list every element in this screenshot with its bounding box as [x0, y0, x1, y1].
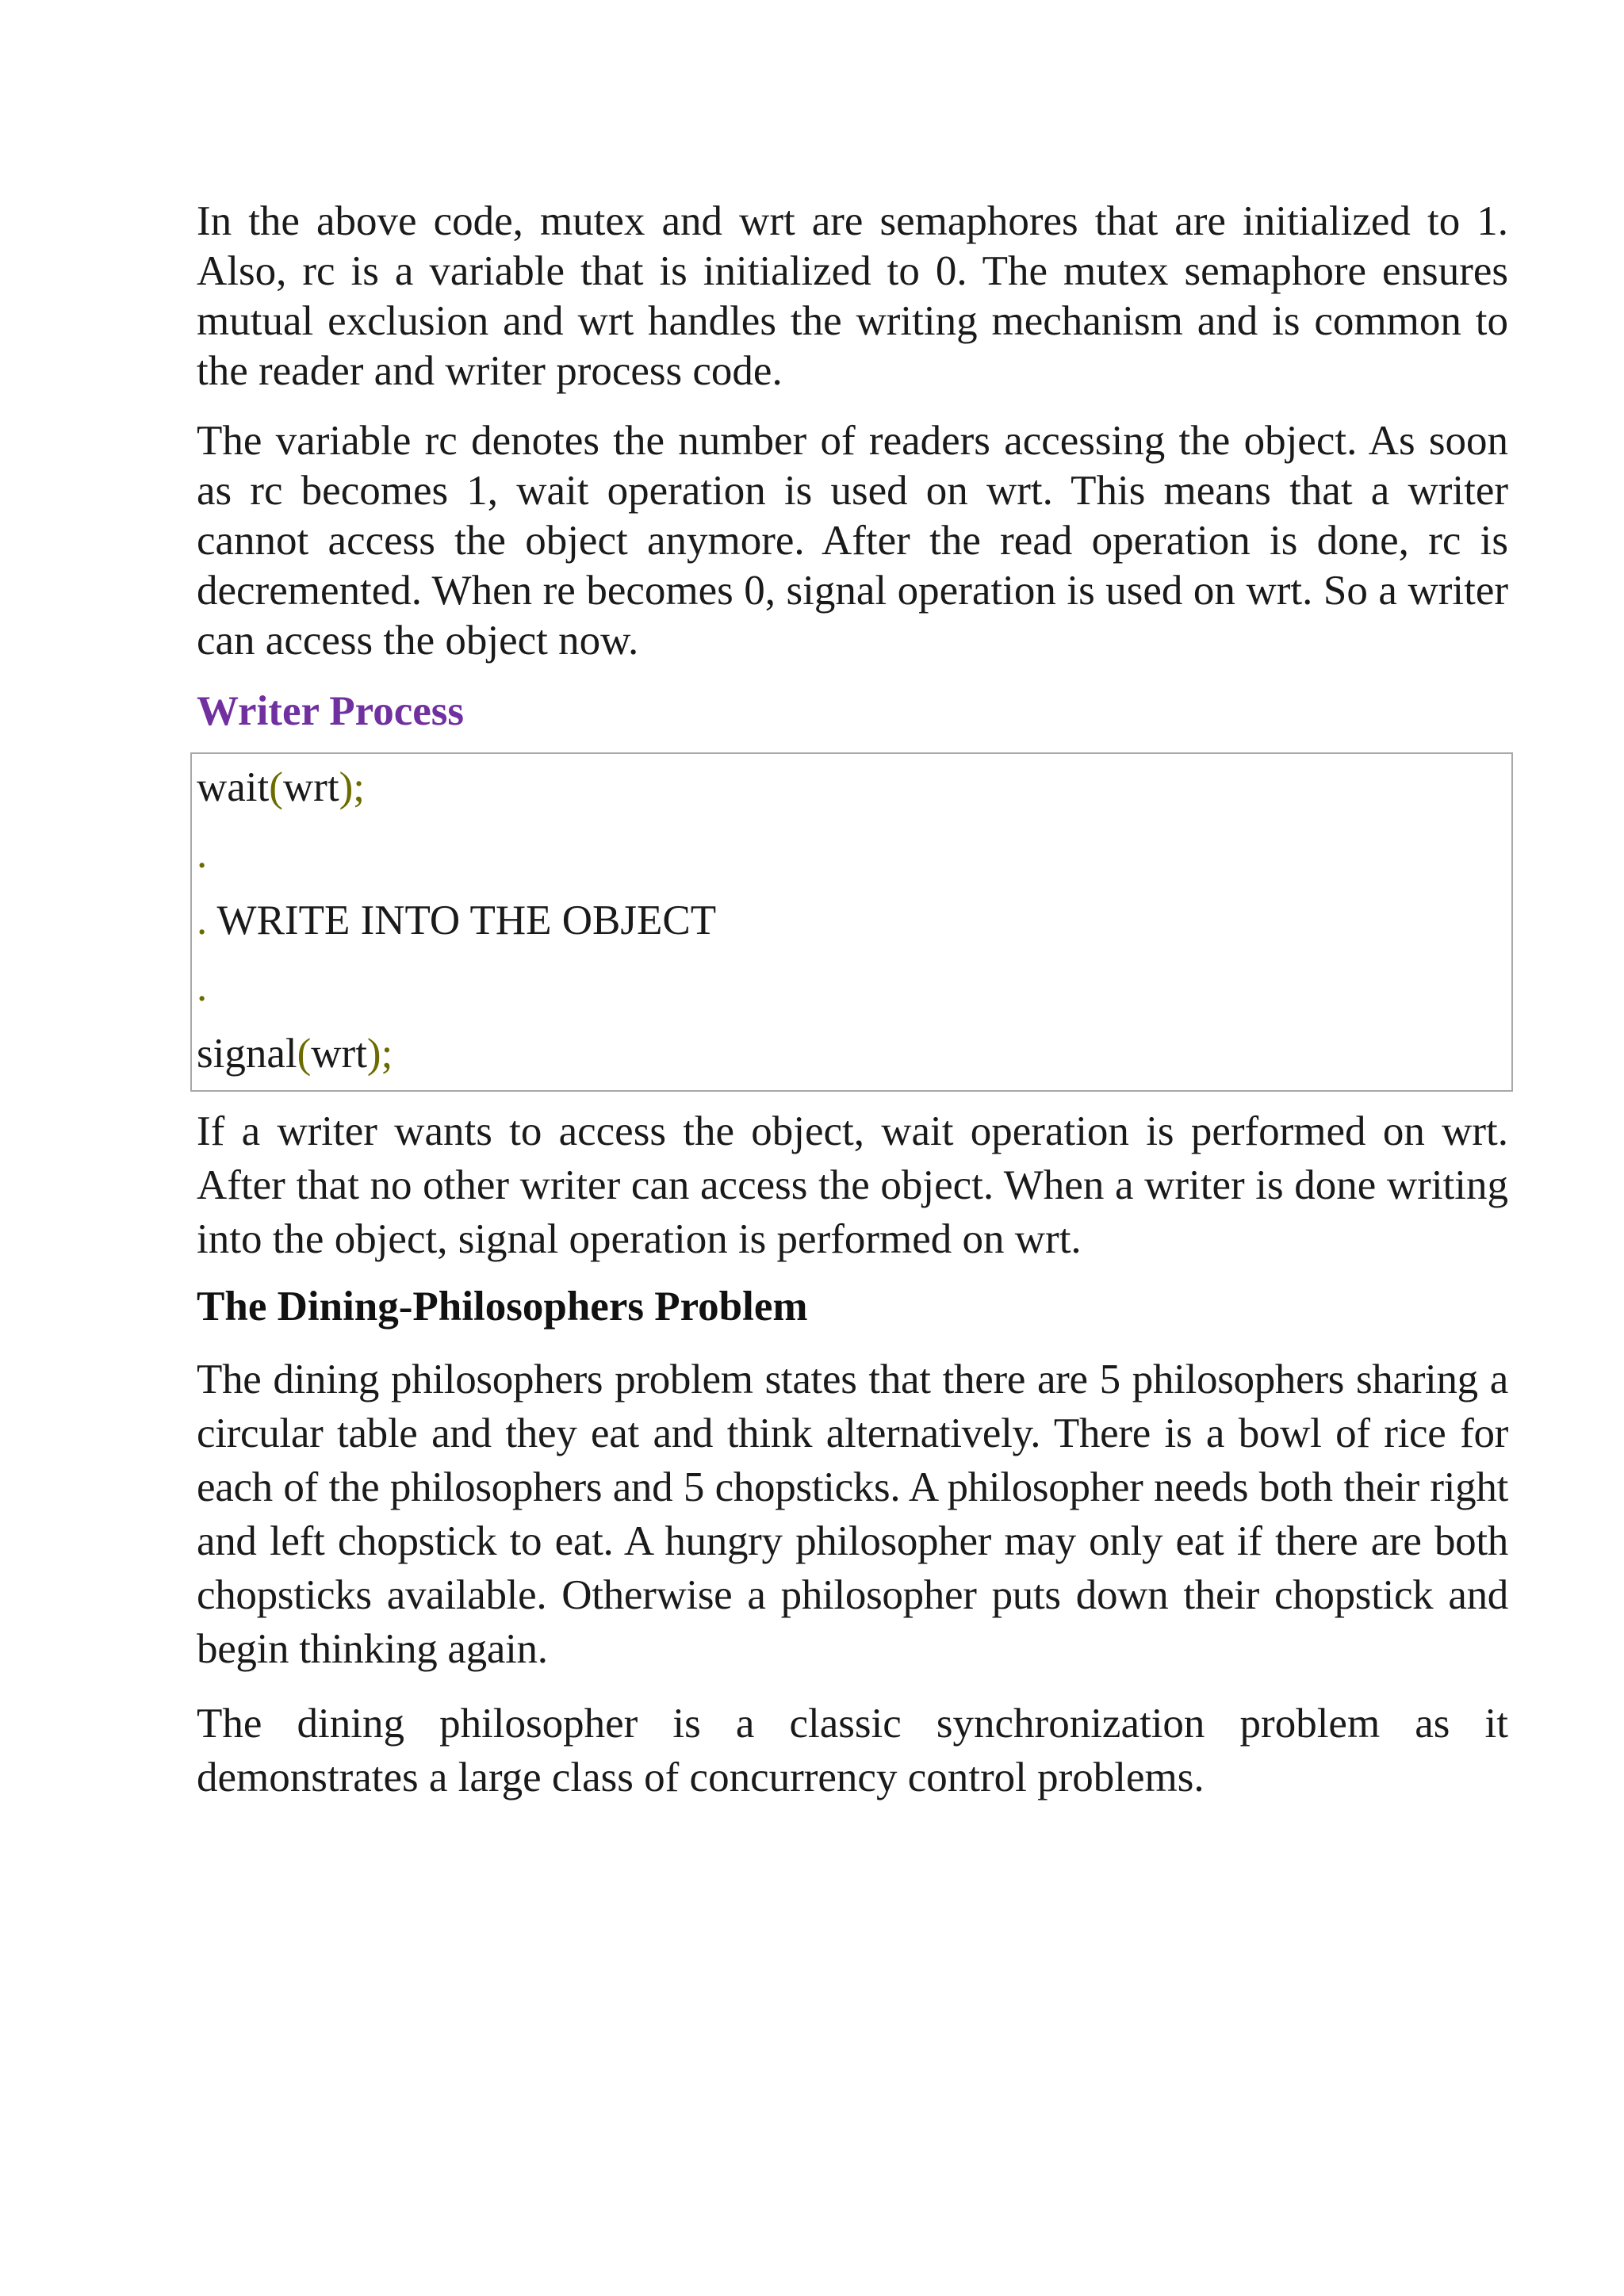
code-write-comment: WRITE INTO THE OBJECT [207, 897, 717, 943]
code-fn-signal: signal [197, 1031, 297, 1077]
code-dot: . [197, 831, 208, 877]
paragraph-dining-description: The dining philosophers problem states that there are 5 philosophers sharing a circular table and they eat and think alternatively. There is a bowl of rice for each of the philosophers and 5 chopsticks. A philosopher needs both their right and left chopstick to eat. A hungry philosopher may only eat if there are both chopsticks available. Otherwise a philosopher puts down their chopstick and begin thinking again. [197, 1357, 1508, 1672]
code-line-ellipsis-1 [197, 821, 1511, 887]
code-dot: . [197, 964, 208, 1010]
code-dot: . [197, 897, 208, 943]
heading-writer-process: Writer Process [197, 688, 465, 734]
page-content [197, 197, 1508, 1804]
paragraph-writer-explanation: If a writer wants to access the object, wait operation is performed on wrt. After that no other writer can access the object. When a writer is done writing into the object, signal operation is performed on wrt. [197, 1108, 1508, 1262]
code-paren-open: ( [297, 1031, 312, 1077]
paragraph-semaphores-intro: In the above code, mutex and wrt are semaphores that are initialized to 1. Also, rc is a variable that is initialized to 0. The mutex semaphore ensures mutual exclusion and wrt handles the writing mechanism and is common to the reader and writer process code. [197, 198, 1508, 394]
writer-process-code-block [190, 752, 1513, 1092]
code-line-wait [197, 754, 1511, 821]
code-paren-close: ); [366, 1031, 393, 1077]
heading-dining-philosophers: The Dining-Philosophers Problem [197, 1284, 808, 1330]
code-paren-close: ); [339, 764, 365, 810]
code-line-write [197, 887, 1511, 954]
code-arg-wrt: wrt [282, 764, 339, 810]
code-arg-wrt: wrt [311, 1031, 367, 1077]
paragraph-reader-count: The variable rc denotes the number of readers accessing the object. As soon as rc becomes 1, wait operation is used on wrt. This means that a writer cannot access the object anymore. After the read operation is done, rc is decremented. When re becomes 0, signal operation is used on wrt. So a writer can access the object now. [197, 418, 1508, 664]
code-fn-wait: wait [197, 764, 270, 810]
code-line-ellipsis-2 [197, 954, 1511, 1020]
code-paren-open: ( [269, 764, 283, 810]
code-line-signal [197, 1020, 1511, 1087]
paragraph-dining-classic: The dining philosopher is a classic synchronization problem as it demonstrates a large class of concurrency control problems. [197, 1701, 1508, 1800]
